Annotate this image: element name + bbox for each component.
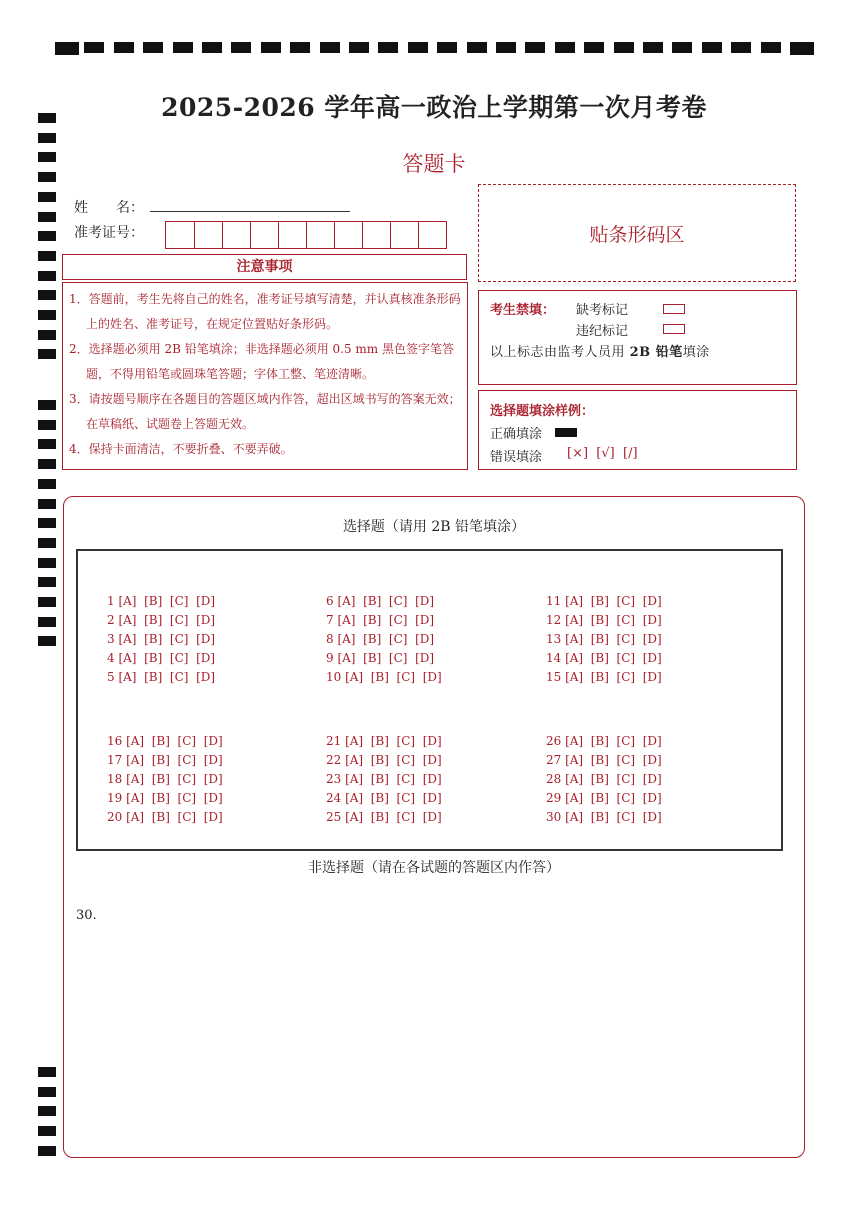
choice-question-row[interactable]: 8 [A] [B] [C] [D]	[326, 632, 435, 646]
timing-mark	[38, 459, 56, 469]
wrong-fill-marks: [×] [√] [/]	[567, 446, 638, 461]
timing-mark	[790, 42, 814, 55]
proctor-note	[490, 341, 710, 360]
timing-mark	[378, 42, 398, 53]
timing-mark	[55, 42, 79, 55]
timing-mark	[408, 42, 428, 53]
id-digit-box[interactable]	[334, 222, 362, 248]
id-digit-box[interactable]	[194, 222, 222, 248]
choice-section-title: 选择题（请用 2B 铅笔填涂）	[342, 519, 526, 535]
timing-mark	[38, 420, 56, 430]
timing-mark	[38, 636, 56, 646]
timing-mark	[349, 42, 369, 53]
wrong-fill-label: 错误填涂	[490, 450, 543, 465]
choice-question-row[interactable]: 28 [A] [B] [C] [D]	[546, 772, 662, 786]
choice-question-row[interactable]: 7 [A] [B] [C] [D]	[326, 613, 435, 627]
proctor-note-prefix: 以上标志由监考人员用	[490, 345, 630, 360]
timing-mark	[437, 42, 457, 53]
choice-question-row[interactable]: 5 [A] [B] [C] [D]	[107, 670, 216, 684]
timing-mark	[584, 42, 604, 53]
timing-mark	[38, 1067, 56, 1077]
question-30-label: 30.	[76, 908, 97, 923]
timing-mark	[84, 42, 104, 53]
proctor-only-box	[478, 290, 797, 385]
non-choice-section-title: 非选择题（请在各试题的答题区内作答）	[308, 860, 560, 876]
timing-mark	[38, 597, 56, 607]
notice-item: 2．选择题必须用 2B 铅笔填涂；非选择题必须用 0.5 mm 黑色签字笔答题，不得用铅笔或圆珠笔答题；字体工整、笔迹清晰。	[69, 342, 455, 381]
timing-mark	[38, 538, 56, 548]
choice-question-row[interactable]: 25 [A] [B] [C] [D]	[326, 810, 442, 824]
violation-label: 违纪标记	[576, 324, 629, 339]
choice-question-row[interactable]: 14 [A] [B] [C] [D]	[546, 651, 662, 665]
barcode-area	[478, 184, 796, 282]
timing-mark	[38, 439, 56, 449]
choice-question-row[interactable]: 17 [A] [B] [C] [D]	[107, 753, 223, 767]
choice-question-row[interactable]: 21 [A] [B] [C] [D]	[326, 734, 442, 748]
correct-fill-label: 正确填涂	[490, 427, 543, 442]
timing-mark	[38, 577, 56, 587]
timing-mark	[731, 42, 751, 53]
timing-mark	[38, 192, 56, 202]
timing-mark	[38, 133, 56, 143]
timing-mark	[320, 42, 340, 53]
timing-mark	[643, 42, 663, 53]
timing-mark	[38, 271, 56, 281]
timing-mark	[672, 42, 692, 53]
notice-list	[62, 282, 468, 470]
choice-question-row[interactable]: 11 [A] [B] [C] [D]	[546, 594, 662, 608]
timing-mark	[614, 42, 634, 53]
answer-sheet-subtitle: 答题卡	[402, 152, 466, 176]
choice-question-row[interactable]: 3 [A] [B] [C] [D]	[107, 632, 216, 646]
absent-mark-box[interactable]	[663, 304, 685, 314]
fill-sample-box	[478, 390, 797, 470]
choice-question-row[interactable]: 30 [A] [B] [C] [D]	[546, 810, 662, 824]
timing-mark	[496, 42, 516, 53]
exam-id-boxes[interactable]	[165, 221, 447, 249]
choice-question-row[interactable]: 27 [A] [B] [C] [D]	[546, 753, 662, 767]
choice-question-row[interactable]: 10 [A] [B] [C] [D]	[326, 670, 442, 684]
choice-question-row[interactable]: 13 [A] [B] [C] [D]	[546, 632, 662, 646]
timing-mark	[38, 330, 56, 340]
choice-question-row[interactable]: 9 [A] [B] [C] [D]	[326, 651, 435, 665]
timing-mark	[555, 42, 575, 53]
notice-heading: 注意事项	[62, 254, 467, 280]
timing-mark	[114, 42, 134, 53]
id-digit-box[interactable]	[362, 222, 390, 248]
notice-item: 3．请按题号顺序在各题目的答题区域内作答，超出区域书写的答案无效；在草稿纸、试题卷上答题无效。	[69, 392, 461, 431]
absent-label: 缺考标记	[576, 303, 629, 318]
timing-mark	[38, 251, 56, 261]
proctor-note-suffix: 填涂	[682, 345, 710, 360]
timing-mark	[38, 290, 56, 300]
choice-question-row[interactable]: 6 [A] [B] [C] [D]	[326, 594, 435, 608]
choice-question-row[interactable]: 1 [A] [B] [C] [D]	[107, 594, 216, 608]
timing-mark	[38, 231, 56, 241]
choice-question-row[interactable]: 2 [A] [B] [C] [D]	[107, 613, 216, 627]
timing-mark	[38, 499, 56, 509]
choice-question-row[interactable]: 29 [A] [B] [C] [D]	[546, 791, 662, 805]
timing-mark	[38, 1106, 56, 1116]
timing-mark	[261, 42, 281, 53]
timing-mark	[702, 42, 722, 53]
timing-mark	[38, 1146, 56, 1156]
proctor-only-label: 考生禁填：	[490, 303, 556, 318]
name-label: 姓 名：	[74, 200, 144, 216]
choice-question-row[interactable]: 24 [A] [B] [C] [D]	[326, 791, 442, 805]
proctor-note-bold: 2B 铅笔	[629, 345, 683, 360]
timing-mark	[143, 42, 163, 53]
fill-sample-label: 选择题填涂样例：	[490, 404, 595, 419]
timing-mark	[38, 1126, 56, 1136]
page-title: 2025-2026 学年高一政治上学期第一次月考卷	[161, 93, 707, 122]
id-digit-box[interactable]	[390, 222, 418, 248]
exam-id-label: 准考证号：	[74, 225, 144, 241]
choice-question-row[interactable]: 12 [A] [B] [C] [D]	[546, 613, 662, 627]
barcode-label: 贴条形码区	[589, 223, 685, 246]
timing-mark	[38, 617, 56, 627]
choice-question-row[interactable]: 16 [A] [B] [C] [D]	[107, 734, 223, 748]
timing-mark	[38, 400, 56, 410]
choice-question-row[interactable]: 23 [A] [B] [C] [D]	[326, 772, 442, 786]
choice-question-row[interactable]: 19 [A] [B] [C] [D]	[107, 791, 223, 805]
choice-question-row[interactable]: 18 [A] [B] [C] [D]	[107, 772, 223, 786]
choice-question-row[interactable]: 15 [A] [B] [C] [D]	[546, 670, 662, 684]
violation-mark-box[interactable]	[663, 324, 685, 334]
timing-mark	[38, 212, 56, 222]
choice-question-row[interactable]: 26 [A] [B] [C] [D]	[546, 734, 662, 748]
timing-mark	[38, 349, 56, 359]
notice-item: 4．保持卡面清洁，不要折叠、不要弄破。	[69, 442, 293, 456]
id-digit-box[interactable]	[166, 222, 194, 248]
id-digit-box[interactable]	[306, 222, 334, 248]
timing-mark	[231, 42, 251, 53]
choice-question-row[interactable]: 22 [A] [B] [C] [D]	[326, 753, 442, 767]
notice-item: 1．答题前，考生先将自己的姓名，准考证号填写清楚，并认真核准条形码上的姓名、准考证号，在规定位置贴好条形码。	[69, 292, 461, 331]
timing-mark	[761, 42, 781, 53]
name-field[interactable]	[150, 211, 350, 212]
timing-mark	[38, 558, 56, 568]
timing-mark	[290, 42, 310, 53]
timing-mark	[38, 1087, 56, 1097]
id-digit-box[interactable]	[278, 222, 306, 248]
id-digit-box[interactable]	[250, 222, 278, 248]
correct-fill-mark	[555, 428, 577, 437]
timing-mark	[525, 42, 545, 53]
timing-mark	[38, 479, 56, 489]
timing-mark	[38, 310, 56, 320]
timing-mark	[467, 42, 487, 53]
choice-question-row[interactable]: 4 [A] [B] [C] [D]	[107, 651, 216, 665]
id-digit-box[interactable]	[418, 222, 446, 248]
choice-question-row[interactable]: 20 [A] [B] [C] [D]	[107, 810, 223, 824]
timing-mark	[173, 42, 193, 53]
timing-mark	[202, 42, 222, 53]
id-digit-box[interactable]	[222, 222, 250, 248]
